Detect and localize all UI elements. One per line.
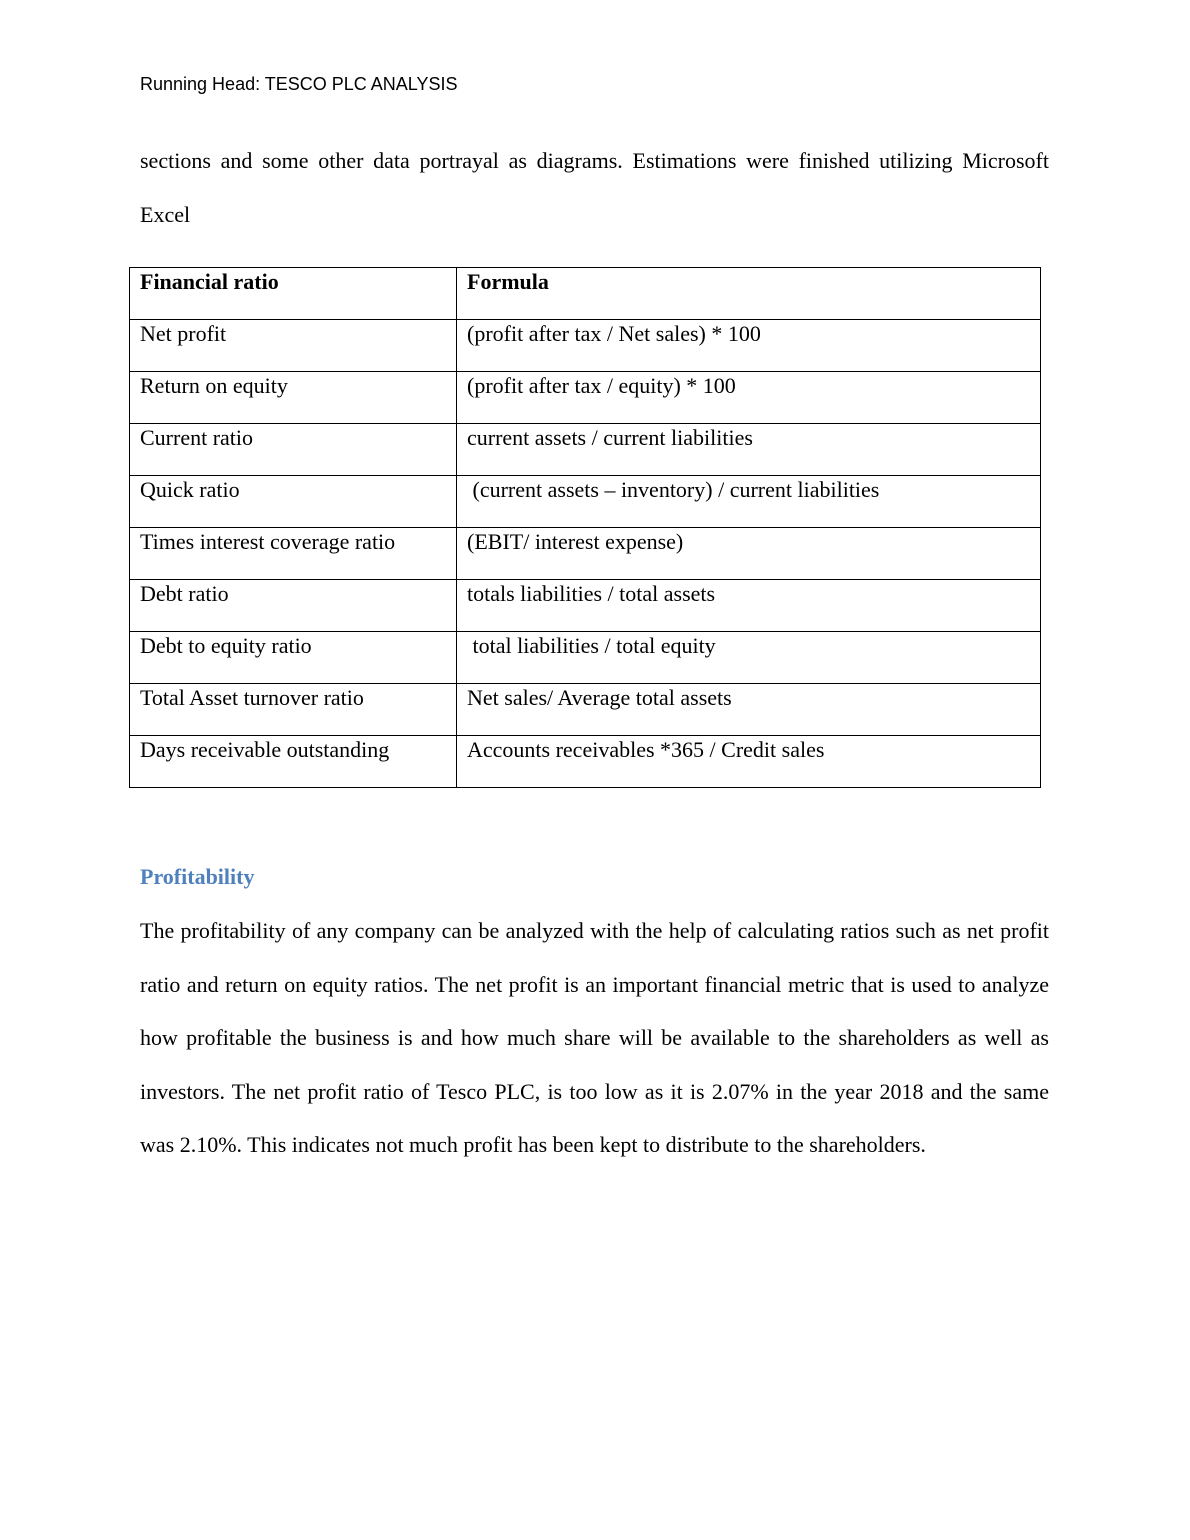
ratio-name-cell: Debt ratio xyxy=(130,580,457,632)
ratio-name-cell: Debt to equity ratio xyxy=(130,632,457,684)
formula-cell: (profit after tax / equity) * 100 xyxy=(457,372,1041,424)
profitability-paragraph: The profitability of any company can be analyzed with the help of calculating ratios such as net profit ratio and return on equity ratios. The net profit is an important financial metric that is used to analyze how profitable the business is and how much share will be available to the shareholders as well as investors. The net profit ratio of Tesco PLC, is too low as it is 2.07% in the year 2018 and the same was 2.10%. This indicates not much profit has been kept to distribute to the shareholders. xyxy=(140,918,1049,1158)
ratio-name-cell: Quick ratio xyxy=(130,476,457,528)
header-formula: Formula xyxy=(457,268,1041,320)
formula-cell: Accounts receivables *365 / Credit sales xyxy=(457,736,1041,788)
running-head: Running Head: TESCO PLC ANALYSIS xyxy=(140,74,458,94)
table-row xyxy=(130,736,1041,788)
ratio-name-cell: Times interest coverage ratio xyxy=(130,528,457,580)
formula-cell: (profit after tax / Net sales) * 100 xyxy=(457,320,1041,372)
intro-paragraph: sections and some other data portrayal as diagrams. Estimations were finished utilizing Microsoft Excel xyxy=(140,148,1049,227)
table-row xyxy=(130,580,1041,632)
ratio-name-cell: Return on equity xyxy=(130,372,457,424)
formula-cell: total liabilities / total equity xyxy=(457,632,1041,684)
header-financial-ratio: Financial ratio xyxy=(130,268,457,320)
section-heading-profitability: Profitability xyxy=(140,864,255,889)
formula-cell: (EBIT/ interest expense) xyxy=(457,528,1041,580)
table-row xyxy=(130,684,1041,736)
formula-cell: totals liabilities / total assets xyxy=(457,580,1041,632)
formula-cell: Net sales/ Average total assets xyxy=(457,684,1041,736)
table-row xyxy=(130,320,1041,372)
ratio-name-cell: Total Asset turnover ratio xyxy=(130,684,457,736)
ratio-name-cell: Net profit xyxy=(130,320,457,372)
formula-cell: current assets / current liabilities xyxy=(457,424,1041,476)
table-row xyxy=(130,528,1041,580)
table-header-row xyxy=(130,268,1041,320)
ratio-name-cell: Days receivable outstanding xyxy=(130,736,457,788)
table-row xyxy=(130,372,1041,424)
table-row xyxy=(130,632,1041,684)
formula-cell: (current assets – inventory) / current liabilities xyxy=(457,476,1041,528)
table-row xyxy=(130,424,1041,476)
table-row xyxy=(130,476,1041,528)
financial-ratio-table xyxy=(129,267,1041,788)
ratio-name-cell: Current ratio xyxy=(130,424,457,476)
